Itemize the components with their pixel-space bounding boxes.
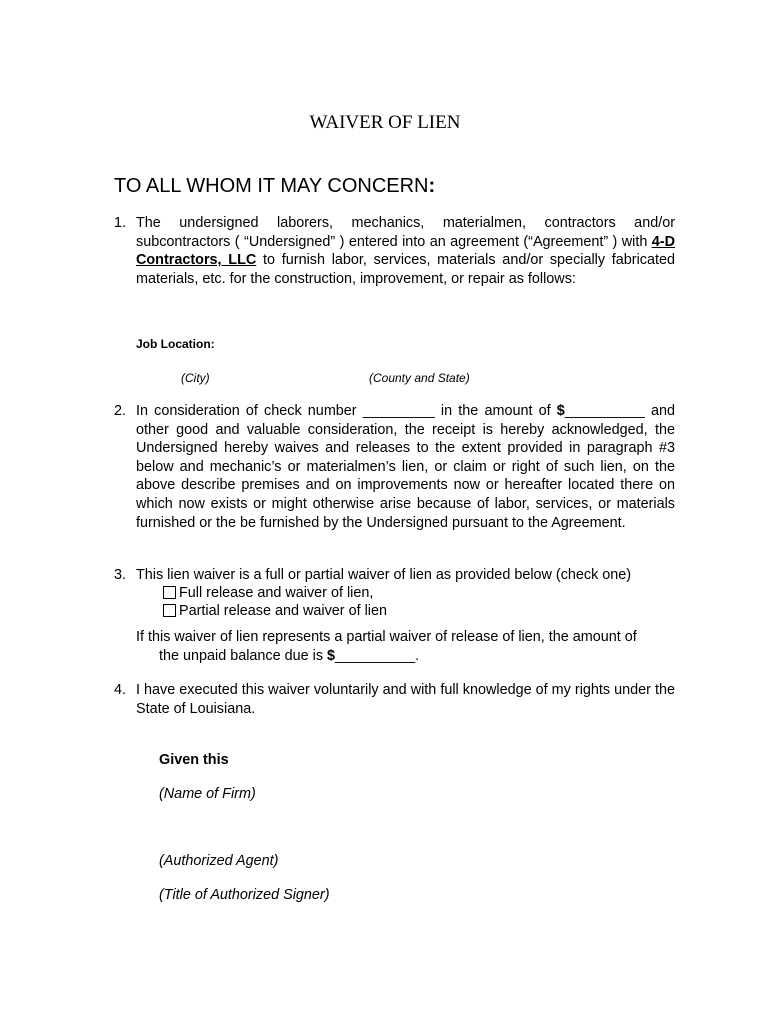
partial-note-line-1: If this waiver of lien represents a partial waiver of release of lien, the amount of [136, 629, 637, 645]
paragraph-1-text-b: to furnish labor, services, materials and/or specially fabricated materials, etc. for the construction, improvement, or repair as follows: [136, 252, 675, 287]
authorized-agent-label: (Authorized Agent) [159, 853, 279, 869]
name-of-firm-label: (Name of Firm) [159, 786, 256, 802]
paragraph-1 [114, 214, 675, 288]
amount-blank[interactable]: __________ [564, 403, 645, 419]
paragraph-2-text-a: In consideration of check number _________ in the amount of [136, 403, 557, 419]
partial-release-checkbox[interactable] [163, 604, 176, 617]
paragraph-number: 4. [114, 682, 127, 698]
document-title: WAIVER OF LIEN [309, 112, 461, 133]
company-name: 4-D Contractors, LLC [136, 233, 675, 269]
title-of-signer-label: (Title of Authorized Signer) [159, 887, 330, 903]
paragraph-1-text-a: The undersigned laborers, mechanics, materialmen, contractors and/or subcontractors ( “Undersigned” ) entered into an agreement (“Agreement” ) with [136, 215, 675, 250]
partial-release-option[interactable] [163, 602, 387, 620]
partial-waiver-note [136, 628, 675, 666]
unpaid-balance-text: the unpaid balance due is [159, 648, 328, 664]
given-this-label: Given this [159, 752, 229, 768]
partial-release-label: Partial release and waiver of lien [179, 603, 387, 619]
dollar-sign: $ [556, 403, 565, 419]
paragraph-2 [114, 402, 675, 532]
county-state-label: (County and State) [369, 371, 470, 385]
unpaid-balance-blank[interactable]: __________ [335, 648, 416, 664]
partial-note-line-2 [136, 647, 675, 666]
paragraph-4 [114, 681, 675, 718]
full-release-label: Full release and waiver of lien, [179, 585, 374, 601]
paragraph-number: 2. [114, 403, 127, 419]
dollar-sign: $ [327, 648, 336, 664]
paragraph-3 [114, 566, 675, 585]
paragraph-3-body: This lien waiver is a full or partial waiver of lien as provided below (check one) [136, 567, 632, 583]
paragraph-number: 3. [114, 567, 127, 583]
full-release-option[interactable] [163, 584, 373, 602]
salutation-text: TO ALL WHOM IT MAY CONCERN [114, 175, 429, 197]
salutation-colon: : [428, 175, 436, 197]
paragraph-number: 1. [114, 215, 127, 231]
full-release-checkbox[interactable] [163, 586, 176, 599]
paragraph-1-body [136, 214, 675, 288]
paragraph-4-body: I have executed this waiver voluntarily and with full knowledge of my rights under the State of Louisiana. [136, 682, 675, 717]
salutation [114, 175, 435, 198]
paragraph-2-body [136, 402, 675, 532]
city-label: (City) [181, 371, 210, 385]
period: . [415, 648, 420, 664]
paragraph-2-text-b: and other good and valuable consideration, the receipt is hereby acknowledged, the Undersigned hereby waives and releases to the extent provided in paragraph #3 below and mechanic’s or materialmen’s lien, or claim or right of such lien, on the above describe premises and on improvements now or hereafter located there on which now exists or might otherwise arise because of labor, services, or materials furnished or the be furnished by the Undersigned pursuant to the Agreement. [136, 403, 675, 531]
job-location-label: Job Location: [136, 337, 215, 351]
